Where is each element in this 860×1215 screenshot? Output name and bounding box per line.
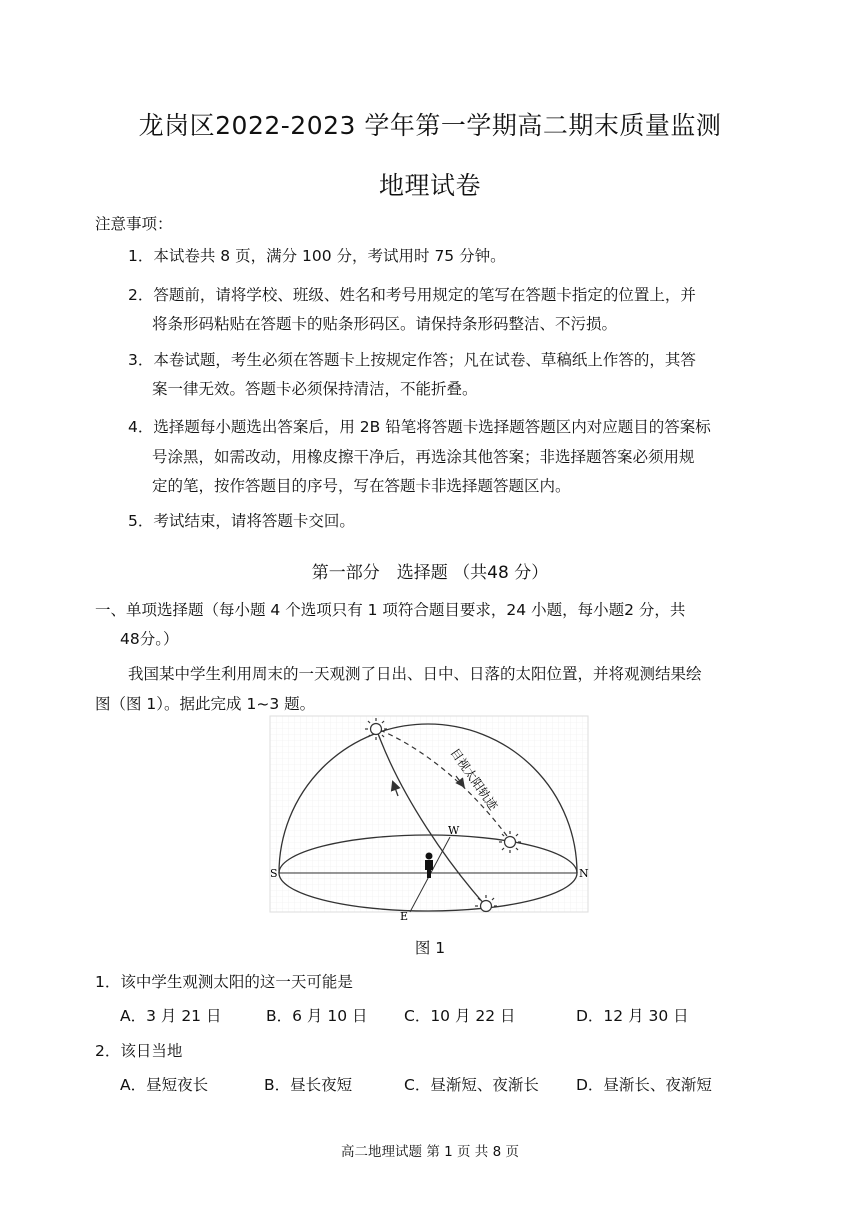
- notice-item-4-line-1: 4．选择题每小题选出答案后，用 2B 铅笔将答题卡选择题答题区内对应题目的答案标: [128, 418, 711, 436]
- label-east: E: [400, 910, 409, 923]
- notice-item-1: 1．本试卷共 8 页，满分 100 分，考试用时 75 分钟。: [128, 247, 506, 265]
- part1-instruction-line-2: 48分。）: [120, 630, 179, 648]
- question-1-option-b: B．6 月 10 日: [266, 1007, 368, 1025]
- question-2-option-d: D．昼渐长、夜渐短: [576, 1076, 712, 1094]
- notice-item-3-line-1: 3．本卷试题，考生必须在答题卡上按规定作答；凡在试卷、草稿纸上作答的，其答: [128, 351, 696, 369]
- part1-instruction-line-1: 一、单项选择题（每小题 4 个选项只有 1 项符合题目要求，24 小题，每小题2 分，共: [95, 601, 686, 619]
- notice-item-4-line-2: 号涂黑，如需改动，用橡皮擦干净后，再选涂其他答案；非选择题答案必须用规: [152, 448, 695, 466]
- question-1-stem: 1．该中学生观测太阳的这一天可能是: [95, 973, 353, 991]
- question-2-option-a: A．昼短夜长: [120, 1076, 209, 1094]
- part1-heading: 第一部分 选择题 （共48 分）: [311, 563, 549, 583]
- figure-caption: 图 1: [414, 939, 446, 957]
- notice-heading: 注意事项：: [95, 215, 173, 233]
- label-west: W: [448, 824, 460, 837]
- question-2-option-b: B．昼长夜短: [264, 1076, 353, 1094]
- part1-intro-line-1: 我国某中学生利用周末的一天观测了日出、日中、日落的太阳位置，并将观测结果绘: [128, 665, 702, 683]
- question-1-option-d: D．12 月 30 日: [576, 1007, 689, 1025]
- exam-subtitle: 地理试卷: [378, 171, 481, 200]
- notice-item-4-line-3: 定的笔，按作答题目的序号，写在答题卡非选择题答题区内。: [152, 477, 571, 495]
- sun-path-figure: [270, 716, 589, 923]
- page-footer: 高二地理试题 第 1 页 共 8 页: [341, 1144, 519, 1160]
- notice-item-2-line-1: 2．答题前，请将学校、班级、姓名和考号用规定的笔写在答题卡指定的位置上，并: [128, 286, 696, 304]
- notice-item-5: 5．考试结束，请将答题卡交回。: [128, 512, 355, 530]
- question-1-option-c: C．10 月 22 日: [404, 1007, 516, 1025]
- notice-item-2-line-2: 将条形码粘贴在答题卡的贴条形码区。请保持条形码整洁、不污损。: [152, 315, 618, 333]
- sun-path-diagram: [270, 716, 589, 923]
- figure-background: [270, 716, 588, 912]
- label-south: S: [270, 867, 278, 880]
- question-2-stem: 2．该日当地: [95, 1042, 183, 1060]
- part1-intro-line-2: 图（图 1）。据此完成 1~3 题。: [95, 695, 316, 713]
- sun-path-label: 目视太阳轨迹: [447, 745, 501, 813]
- exam-title: 龙岗区2022-2023 学年第一学期高二期末质量监测: [138, 111, 722, 140]
- question-1-option-a: A．3 月 21 日: [120, 1007, 222, 1025]
- label-north: N: [579, 867, 589, 880]
- question-2-option-c: C．昼渐短、夜渐长: [404, 1076, 539, 1094]
- notice-item-3-line-2: 案一律无效。答题卡必须保持清洁，不能折叠。: [152, 380, 478, 398]
